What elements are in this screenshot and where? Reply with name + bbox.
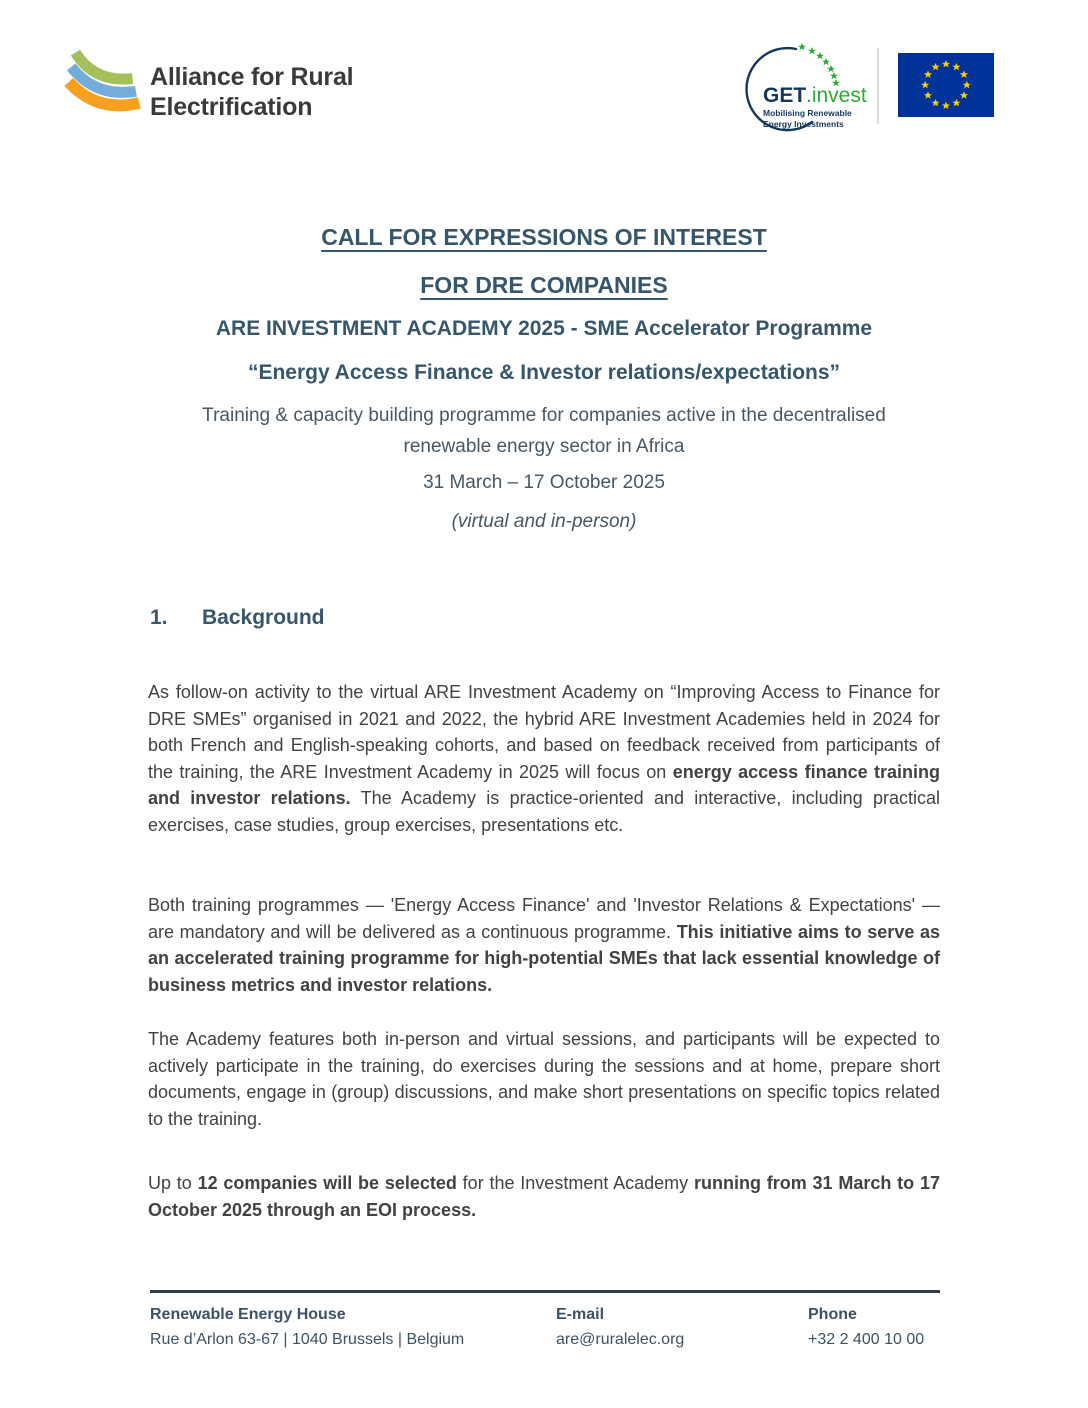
footer-phone-block [808,1302,924,1352]
eu-flag-icon [898,52,994,118]
p4-bold-companies: 12 companies will be selected [197,1173,457,1193]
footer-address-label: Renewable Energy House [150,1306,346,1323]
section-number: 1. [150,606,168,629]
p2-lead: Both training programmes — 'Energy Access Finance' and 'Investor Relations & Expectations' — are mandatory and will be delivered as a continuous programme. [148,895,940,942]
getinvest-invest-text: .invest [806,84,867,107]
footer-email-block [556,1302,684,1352]
getinvest-tagline-line2: Energy Investments [763,119,844,129]
doc-date-range: 31 March – 17 October 2025 [423,472,665,493]
paragraph-background-2 [148,892,940,998]
p3-text: The Academy features both in-person and virtual sessions, and participants will be expected to actively participate in the training, do exercises during the sessions and at home, prepare short documents, engage in (group) discussions, and make short presentations on specific topics related to the training. [148,1029,940,1129]
footer-address-block [150,1302,464,1352]
p2-bold-initiative: This initiative aims to serve as an accelerated training programme for high-potential SMEs that lack essential knowledge of business metrics and investor relations. [148,921,940,995]
p4-bold-dates: running from 31 March to 17 October 2025 through an EOI process. [148,1173,940,1220]
are-name-line1: Alliance for Rural [150,63,354,91]
doc-subtitle-description-text: Training & capacity building programme for companies active in the decentralised renewable energy sector in Africa [202,405,886,457]
paragraph-background-1 [148,679,940,838]
footer-address-value: Rue d’Arlon 63-67 | 1040 Brussels | Belgium [150,1331,465,1348]
paragraph-background-4 [148,1170,940,1223]
are-logo-icon [62,48,146,126]
doc-subtitle-description [0,400,1088,462]
section-title: Background [202,606,325,629]
footer-email-value: are@ruralelec.org [556,1331,685,1348]
footer-phone-value: +32 2 400 10 00 [808,1331,925,1348]
doc-title-line1: CALL FOR EXPRESSIONS OF INTEREST [321,224,767,250]
p4-mid: for the Investment Academy [456,1173,694,1193]
are-name-line2: Electrification [150,93,313,121]
doc-title-line2: FOR DRE COMPANIES [420,272,668,298]
getinvest-tagline-line1: Mobilising Renewable [763,108,852,118]
p1-bold-focus: energy access finance training and investor relations. [148,761,940,808]
getinvest-logo [736,38,876,136]
p1-tail: The Academy is practice-oriented and interactive, including practical exercises, case studies, group exercises, presentations etc. [148,788,940,835]
footer-email-label: E-mail [556,1306,605,1323]
p4-lead: Up to [148,1173,198,1193]
footer-divider-line [150,1290,940,1293]
doc-subtitle-topic: “Energy Access Finance & Investor relations/expectations” [247,361,841,384]
footer-phone-label: Phone [808,1306,857,1323]
header-logo-divider [877,48,879,124]
doc-format-note: (virtual and in-person) [451,511,637,532]
p1-lead: As follow-on activity to the virtual ARE Investment Academy on “Improving Access to Finance for DRE SMEs” organised in 2021 and 2022, the hybrid ARE Investment Academies held in 2024 for both French and English-speaking cohorts, and based on feedback received from participants of the training, the ARE Investment Academy in 2025 will focus on [148,682,940,782]
doc-subtitle-programme: ARE INVESTMENT ACADEMY 2025 - SME Accelerator Programme [215,317,873,340]
paragraph-background-3 [148,1026,940,1132]
are-logo-wordmark [150,62,353,122]
getinvest-get-text: GET [763,84,807,107]
